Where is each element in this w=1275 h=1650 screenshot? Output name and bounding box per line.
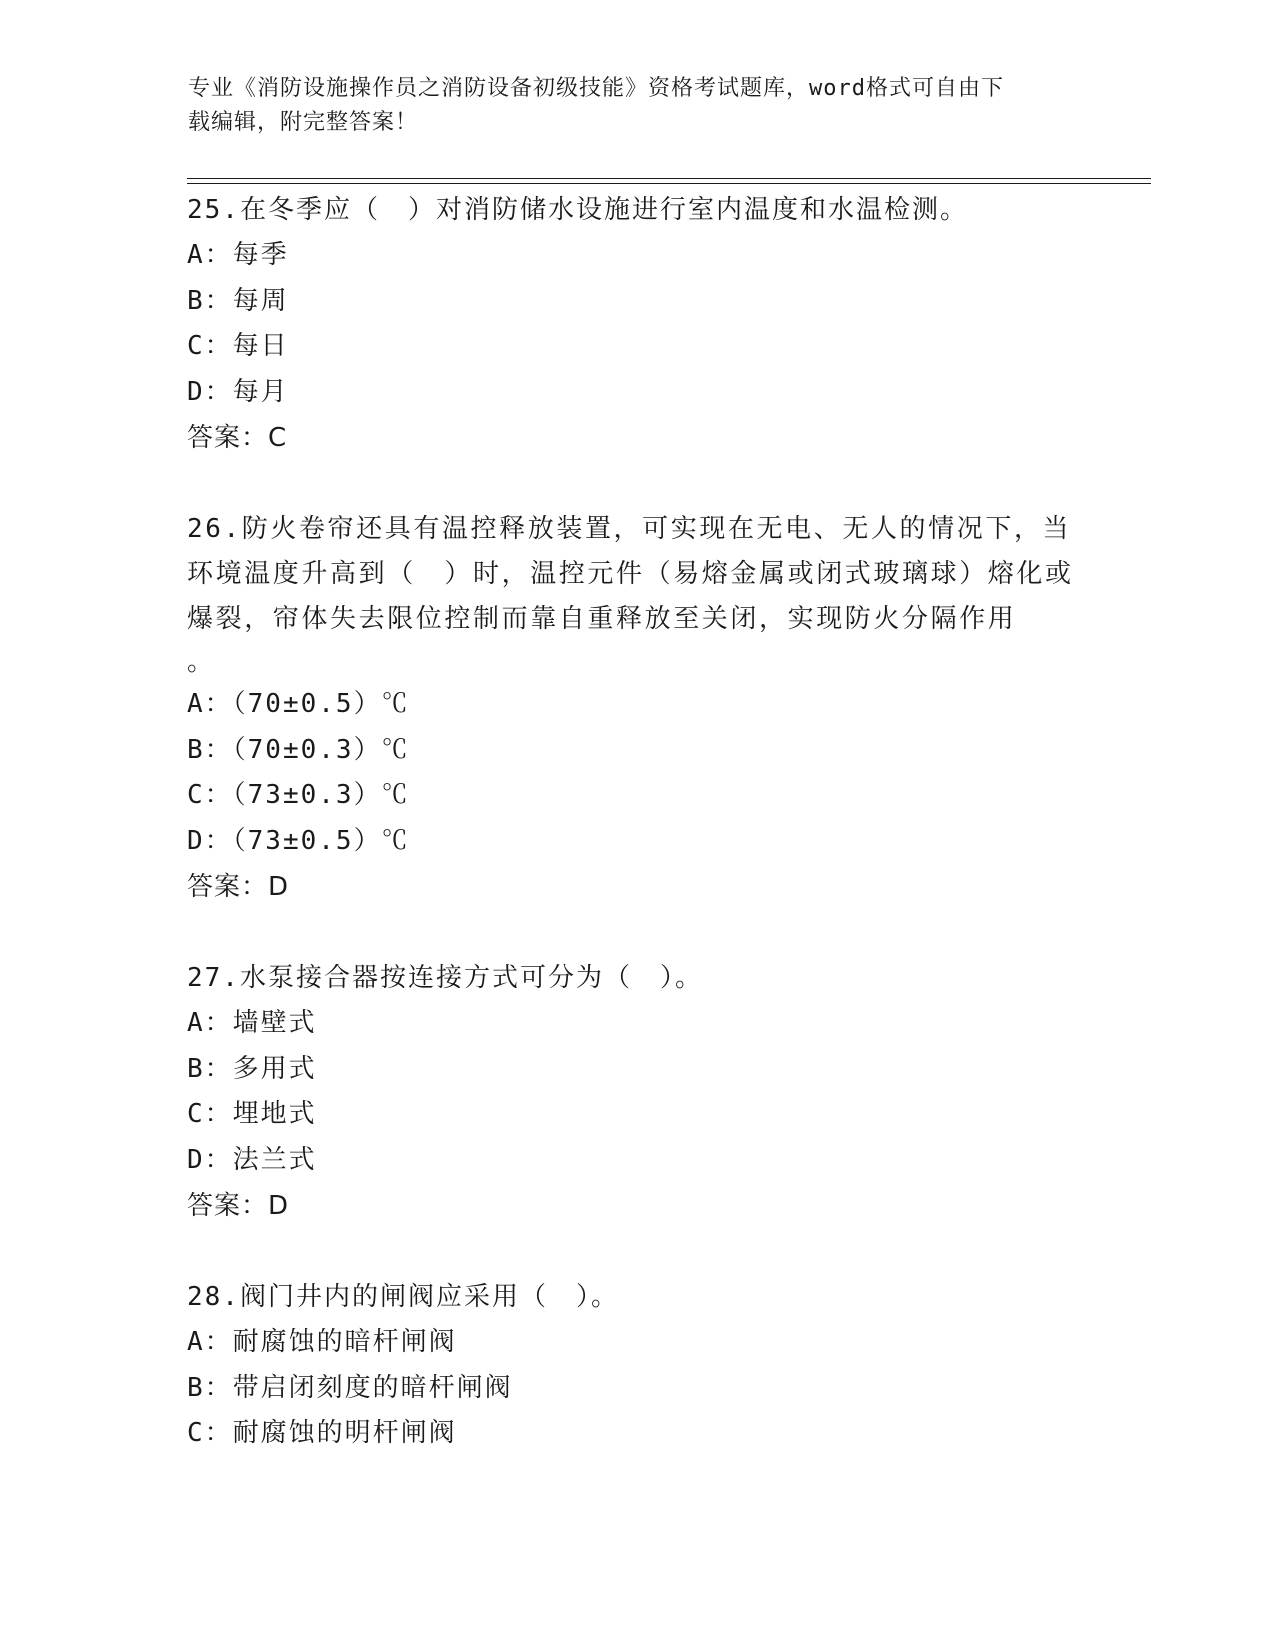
option-d: D：每月 xyxy=(187,376,289,407)
option-b: B：多用式 xyxy=(187,1053,317,1084)
question-text xyxy=(187,188,1077,233)
question-text xyxy=(187,507,1077,682)
answer-line: 答案：D xyxy=(187,872,290,902)
answer-line: 答案：C xyxy=(187,423,288,453)
question-stem: 28.阀门井内的闸阀应采用（ ）。 xyxy=(187,1282,619,1312)
option-a: A：（70±0.5）℃ xyxy=(187,689,410,719)
question-text xyxy=(187,956,1077,1001)
question-28 xyxy=(187,1275,1077,1457)
question-stem: 26.防火卷帘还具有温控释放装置，可实现在无电、无人的情况下，当环境温度升高到（ ）时，温控元件（易熔金属或闭式玻璃球）熔化或爆裂，帘体失去限位控制而靠自重释放至关闭，实现防火分隔作用 xyxy=(187,514,1074,634)
option-c: C：耐腐蚀的明杆闸阀 xyxy=(187,1418,457,1448)
question-26 xyxy=(187,507,1077,910)
header-line-2: 载编辑，附完整答案！ xyxy=(188,110,419,135)
answer-line: 答案：D xyxy=(187,1191,290,1221)
document-header xyxy=(188,72,1068,140)
header-line-1: 专业《消防设施操作员之消防设备初级技能》资格考试题库，word格式可自由下 xyxy=(188,76,1004,101)
option-d: D：（73±0.5）℃ xyxy=(187,825,410,856)
option-d: D：法兰式 xyxy=(187,1144,317,1175)
question-stem: 27.水泵接合器按连接方式可分为（ ）。 xyxy=(187,963,703,993)
option-c: C：每日 xyxy=(187,331,289,361)
option-b: B：每周 xyxy=(187,285,289,316)
option-c: C：埋地式 xyxy=(187,1099,317,1129)
header-divider-top xyxy=(187,178,1151,179)
option-a: A：墙壁式 xyxy=(187,1008,317,1038)
question-list xyxy=(187,188,1077,1503)
question-trailing-period: 。 xyxy=(187,647,216,677)
option-c: C：（73±0.3）℃ xyxy=(187,780,410,810)
option-b: B：带启闭刻度的暗杆闸阀 xyxy=(187,1372,513,1403)
option-b: B：（70±0.3）℃ xyxy=(187,734,410,765)
question-stem: 25.在冬季应（ ）对消防储水设施进行室内温度和水温检测。 xyxy=(187,195,968,225)
question-text xyxy=(187,1275,1077,1320)
question-25 xyxy=(187,188,1077,461)
option-a: A：每季 xyxy=(187,240,289,270)
question-27 xyxy=(187,956,1077,1229)
header-divider-bottom xyxy=(187,183,1151,184)
option-a: A：耐腐蚀的暗杆闸阀 xyxy=(187,1327,457,1357)
